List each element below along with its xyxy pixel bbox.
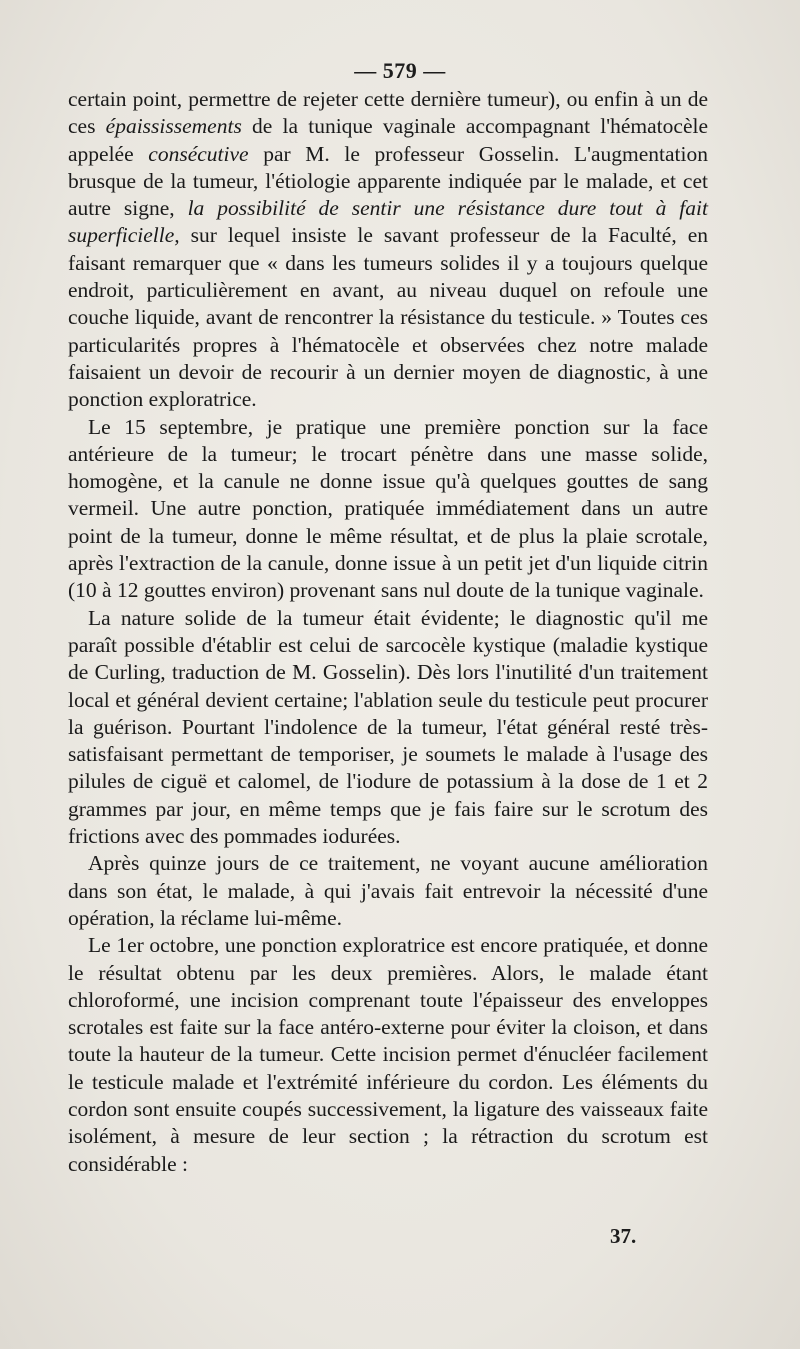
paragraph [68, 86, 708, 414]
paragraph [68, 850, 708, 932]
text-run: Le 1er octobre, une ponction exploratrice est encore pratiquée, et donne le résultat obtenu par les deux premières. Alors, le malade étant chloroformé, une incision comprenant toute l'épaisseur des enveloppes scrotales est faite sur la face antéro-externe pour éviter la cloison, et dans toute la hauteur de la tumeur. Cette incision permet d'énucléer facilement le testicule malade et l'extrémité inférieure du cordon. Les éléments du cordon sont ensuite coupés successivement, la ligature des vaisseaux faite isolément, à mesure de leur section ; la rétraction du scrotum est considérable : [68, 933, 708, 1176]
body-text [68, 86, 708, 1178]
italic-text: la possibilité de sentir une résistance dure tout à fait superficielle, [68, 196, 708, 248]
page-number: — 579 — [354, 58, 446, 83]
paragraph [68, 605, 708, 851]
italic-text: épaississements [105, 114, 242, 139]
text-run: sur lequel insiste le savant professeur de la Faculté, en faisant remarquer que « dans les tumeurs solides il y a toujours quelque endroit, particulièrement en avant, au niveau duquel on refoule une couche liquide, avant de rencontrer la résistance du testicule. » Toutes ces particularités propres à l'hématocèle et observées chez notre malade faisaient un devoir de recourir à un dernier moyen de diagnostic, à une ponction exploratrice. [68, 223, 708, 412]
text-run: certain point, permettre de rejeter cette dernière tumeur), ou enfin à un de ces [68, 87, 708, 139]
text-run: par M. le professeur Gosselin. L'augmentation brusque de la tumeur, l'étiologie apparente indiquée par le malade, et cet autre signe, [68, 141, 708, 221]
text-run: La nature solide de la tumeur était évidente; le diagnostic qu'il me paraît possible d'établir est celui de sarcocèle kystique (maladie kystique de Curling, traduction de M. Gosselin). Dès lors l'inutilité d'un traitement local et général devient certaine; l'ablation seule du testicule peut procurer la guérison. Pourtant l'indolence de la tumeur, l'état général resté très-satisfaisant permettant de temporiser, je soumets le malade à l'usage des pilules de ciguë et calomel, de l'iodure de potassium à la dose de 1 et 2 grammes par jour, en même temps que je fais faire sur le scrotum des frictions avec des pommades iodurées. [68, 605, 708, 849]
italic-text: consécutive [148, 141, 249, 166]
paragraph [68, 414, 708, 605]
text-run: Après quinze jours de ce traitement, ne voyant aucune amélioration dans son état, le malade, à qui j'avais fait entrevoir la nécessité d'une opération, la réclame lui-même. [68, 851, 708, 930]
text-run: de la tunique vaginale accompagnant l'hématocèle appelée [68, 114, 709, 166]
paragraph [68, 932, 708, 1178]
signature-mark: 37. [610, 1224, 637, 1248]
text-run: Le 15 septembre, je pratique une première ponction sur la face antérieure de la tumeur; le trocart pénètre dans une masse solide, homogène, et la canule ne donne issue qu'à quelques gouttes de sang vermeil. Une autre ponction, pratiquée immédiatement dans un autre point de la tumeur, donne le même résultat, et de plus la plaie scrotale, après l'extraction de la canule, donne issue à un petit jet d'un liquide citrin (10 à 12 gouttes environ) provenant sans nul doute de la tunique vaginale. [68, 414, 708, 603]
